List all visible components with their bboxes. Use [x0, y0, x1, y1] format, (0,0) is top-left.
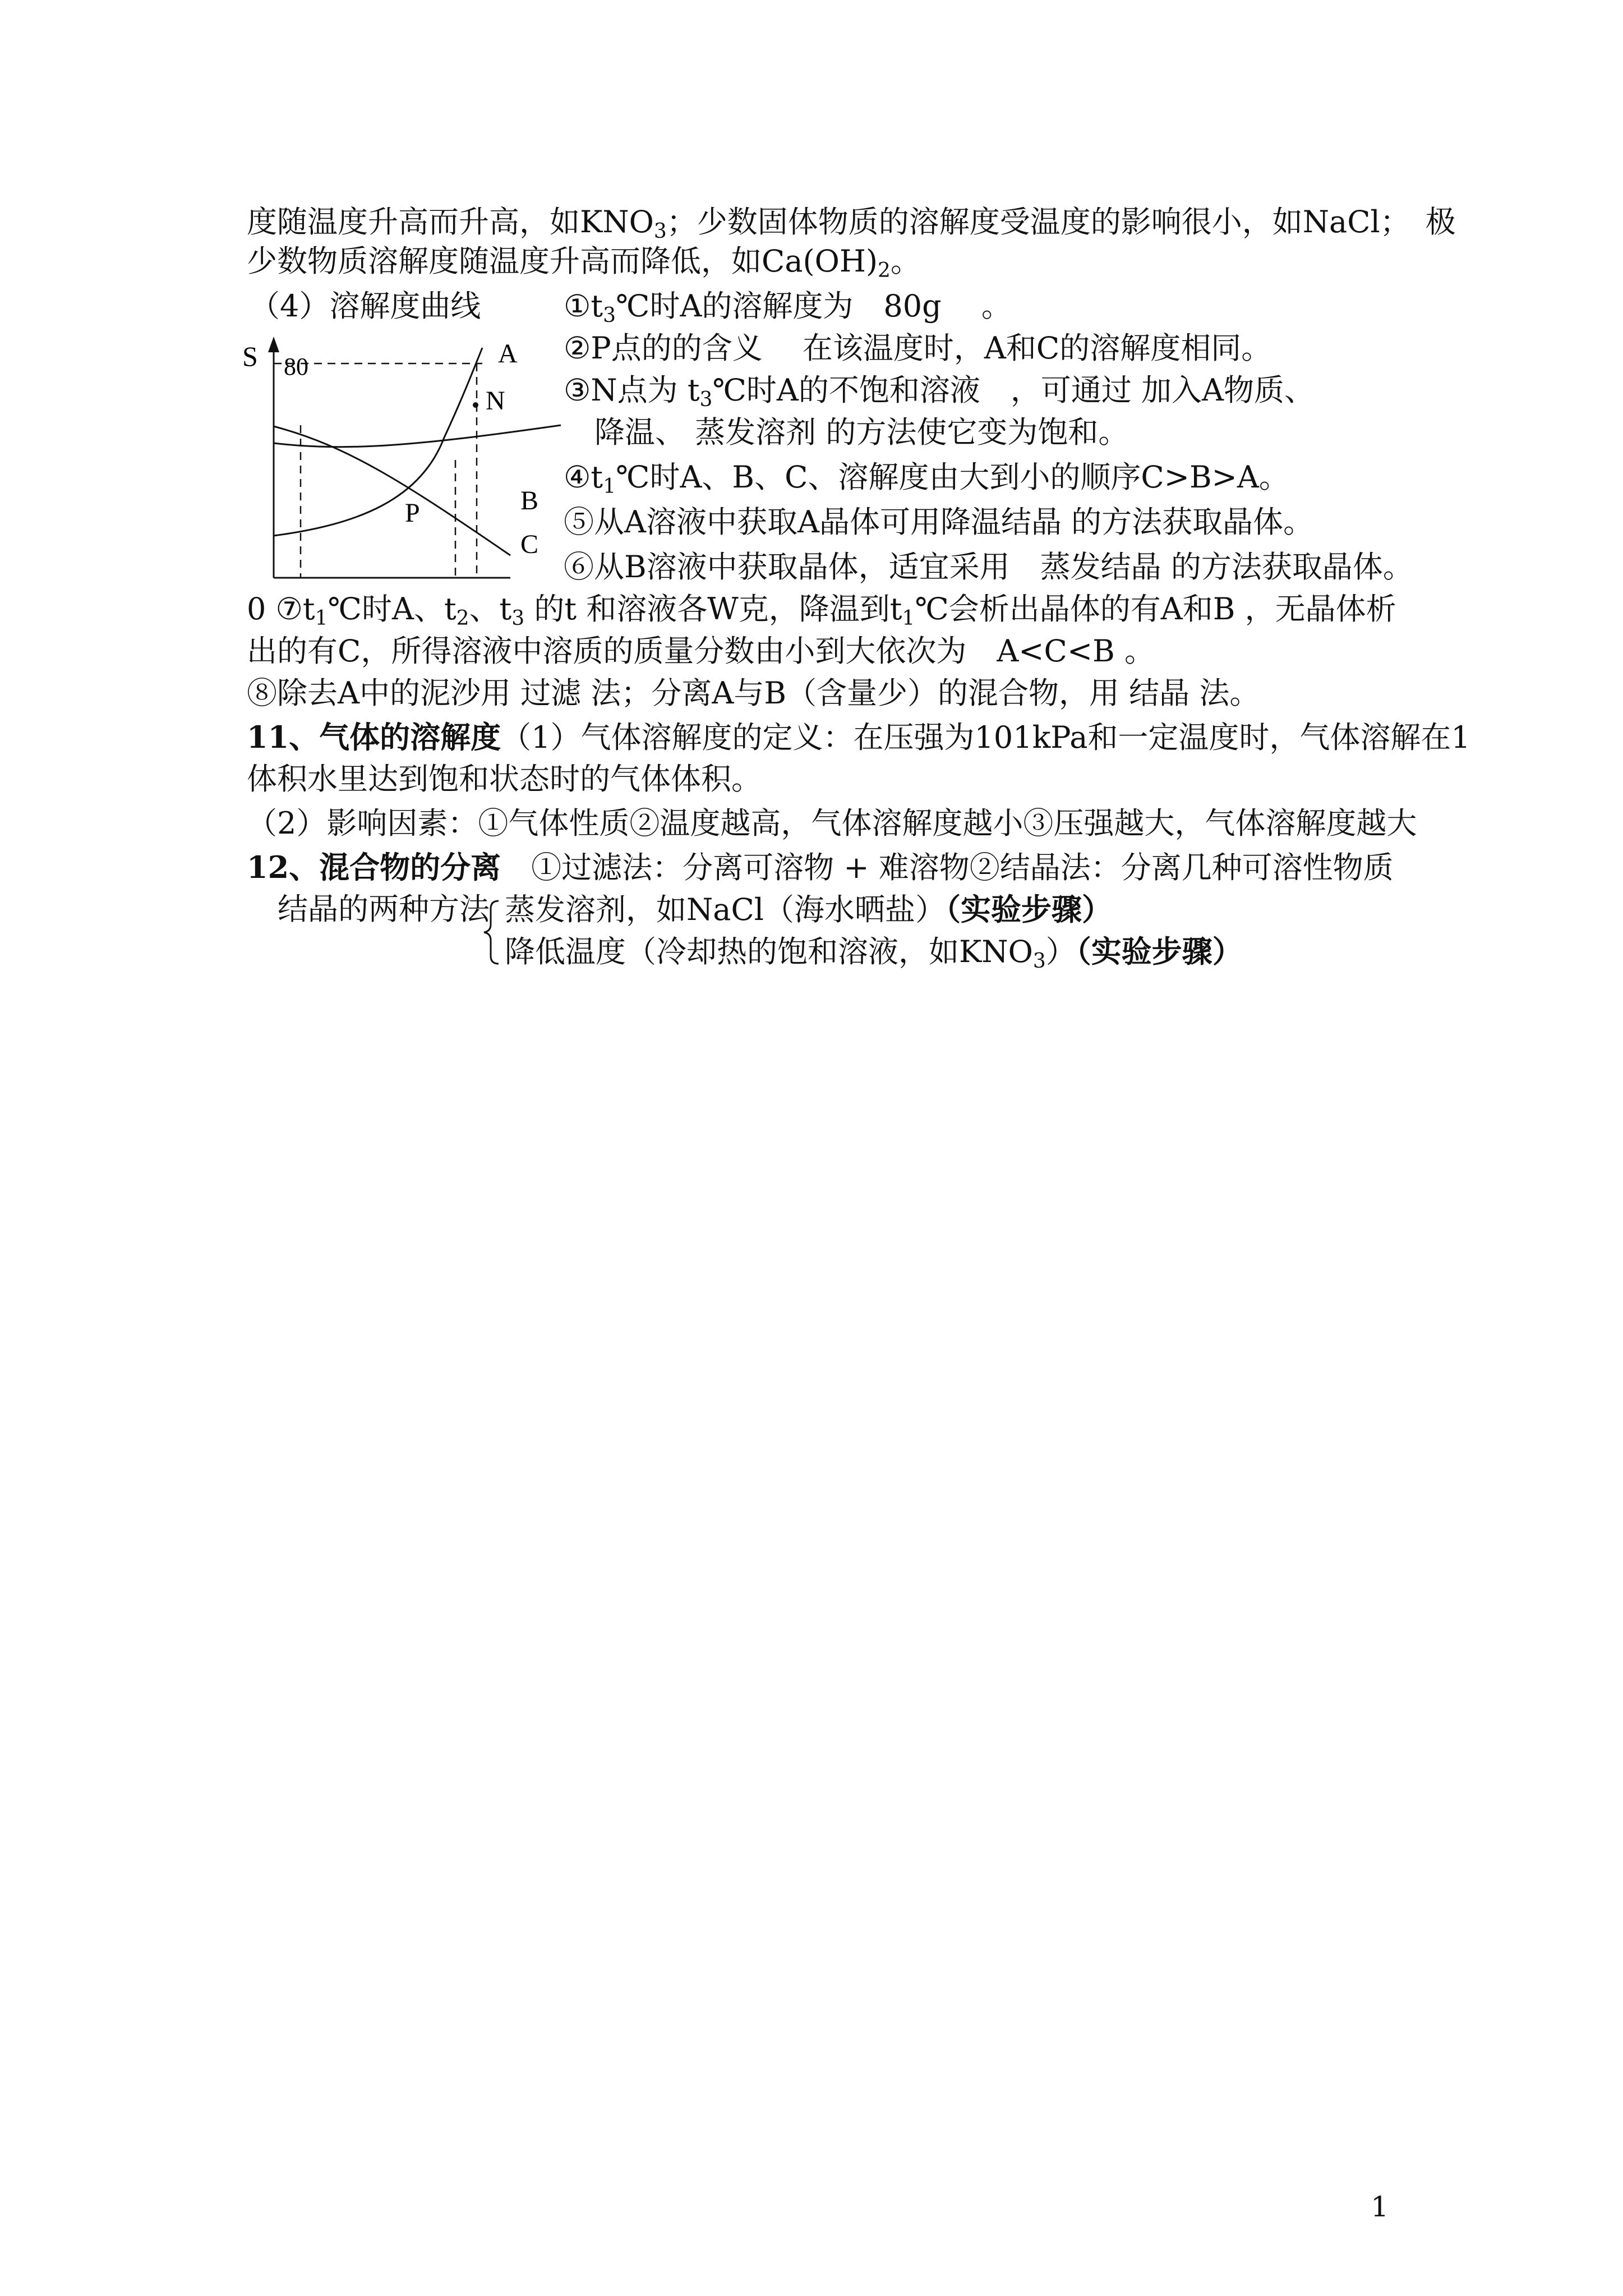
method-1: 蒸发溶剂，如NaCl（海水晒盐）（实验步骤）: [505, 891, 1113, 927]
question-8: ⑧除去A中的泥沙用 过滤 法；分离A与B（含量少）的混合物，用 结晶 法。: [247, 675, 1260, 711]
curve-B: [274, 425, 561, 447]
method-2: 降低温度（冷却热的饱和溶液，如$KNO_3$）（实验步骤）: [505, 933, 1243, 973]
intro-line-2: 少数物质溶解度随温度升高而降低，如$Ca(OH)_2$。: [247, 243, 921, 282]
intro-line-1: 度随温度升高而升高，如$KNO_3$；少数固体物质的溶解度受温度的影响很小，如NaCl； 极: [247, 204, 1456, 243]
label-P: P: [405, 498, 420, 528]
section-12-title: 12、混合物的分离: [247, 849, 501, 885]
methods-label: 结晶的两种方法: [278, 891, 490, 927]
question-6: ⑥从B溶液中获取晶体，适宜采用 蒸发结晶 的方法获取晶体。: [564, 549, 1413, 585]
label-C: C: [520, 530, 539, 559]
question-3: ③N点为 $t_3℃$时A的不饱和溶液 ，可通过 加入A物质、: [564, 372, 1315, 411]
question-4: $④t_1℃$时A、B、C、溶解度由大到小的顺序C>B>A。: [564, 459, 1289, 498]
label-A: A: [498, 339, 518, 369]
y-axis-arrow: [268, 337, 279, 352]
solubility-curve-graph: [236, 331, 572, 589]
label-B: B: [520, 486, 539, 516]
section-11-factors: （2）影响因素：①气体性质②温度越高，气体溶解度越小③压强越大，气体溶解度越大: [247, 806, 1417, 841]
section-11: 11、气体的溶解度（1）气体溶解度的定义：在压强为101kPa和一定温度时，气体溶解在1: [247, 719, 1470, 755]
question-3-cont: 降温、 蒸发溶剂 的方法使它变为饱和。: [594, 415, 1129, 450]
page-number: 1: [1371, 2191, 1389, 2223]
label-N: N: [486, 386, 505, 416]
y-value-80: 80: [284, 353, 308, 380]
brace-icon: [479, 896, 502, 968]
y-axis-label: S: [242, 341, 258, 372]
section-11-title: 11、气体的溶解度: [247, 719, 501, 755]
question-1: $①t_3℃$时A的溶解度为 80g 。: [564, 288, 1012, 327]
section-11-cont: 体积水里达到饱和状态时的气体体积。: [247, 761, 762, 797]
question-2: ②P点的的含义 在该温度时，A和C的溶解度相同。: [564, 330, 1272, 366]
question-7: 0 $⑦t_1℃$时A、$t_2$、$t_3$ 的t 和溶液各W克，降温到$t_1℃$会析出晶体的有A和B ，无晶体析: [247, 591, 1396, 630]
question-5: ⑤从A溶液中获取A晶体可用降温结晶 的方法获取晶体。: [564, 504, 1314, 540]
question-7-cont: 出的有C，所得溶液中溶质的质量分数由小到大依次为 A<C<B 。: [247, 633, 1155, 669]
section-12: 12、混合物的分离 ①过滤法：分离可溶物 + 难溶物②结晶法：分离几种可溶性物质: [247, 849, 1394, 885]
point-N: [473, 402, 478, 408]
curve-heading: （4）溶解度曲线: [250, 288, 481, 324]
